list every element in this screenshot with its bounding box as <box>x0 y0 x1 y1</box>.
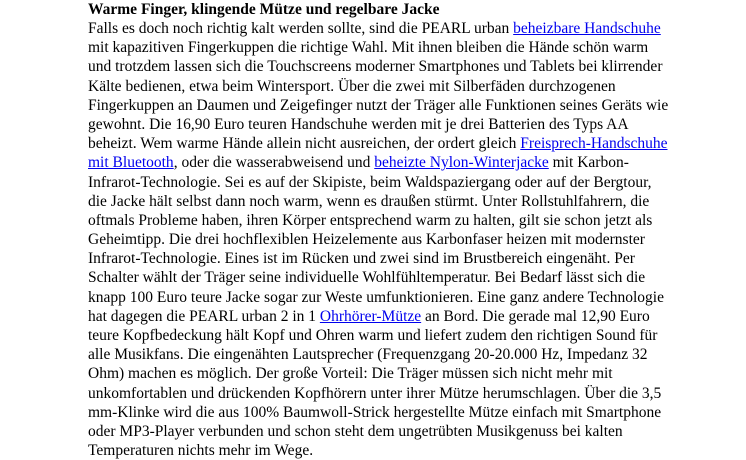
text-run: mm-Klinke wird die aus 100% Baumwoll-Strick hergestellte Mütze einfach mit Smartphone <box>88 403 662 421</box>
text-line <box>88 173 746 192</box>
article-link[interactable]: Freisprech-Handschuhe <box>520 135 668 153</box>
text-run: oder MP3-Player verbunden und schon steht dem ungetrübten Musikgenuss bei kalten <box>88 422 623 440</box>
text-line <box>88 192 746 211</box>
article-body <box>88 19 746 460</box>
article-link[interactable]: mit Bluetooth <box>88 154 174 172</box>
text-line <box>88 96 746 115</box>
text-run: an Bord. Die gerade mal 12,90 Euro <box>421 307 650 325</box>
text-run: Fingerkuppen an Daumen und Zeigefinger nutzt der Träger alle Funktionen seines Geräts wie <box>88 96 669 114</box>
article-link[interactable]: beheizte Nylon-Winterjacke <box>374 154 549 172</box>
text-line <box>88 211 746 230</box>
text-line <box>88 441 746 460</box>
text-line <box>88 115 746 134</box>
text-line <box>88 403 746 422</box>
text-run: , oder die wasserabweisend und <box>173 154 375 172</box>
text-run: Temperaturen nichts mehr im Wege. <box>88 442 314 460</box>
text-run: Infrarot-Technologie. Eines ist im Rücken und zwei sind im Brustbereich eingenäht. Per <box>88 250 635 268</box>
text-run: oftmals Probleme haben, ihren Körper entsprechend warm zu halten, gilt sie schon jetzt als <box>88 211 653 229</box>
text-line <box>88 134 746 153</box>
text-run: beheizt. Wem warme Hände allein nicht ausreichen, der ordert gleich <box>88 135 521 153</box>
text-line <box>88 77 746 96</box>
text-run: Schalter wählt der Träger seine individuelle Wohlfühltemperatur. Bei Bedarf lässt sich die <box>88 269 646 287</box>
text-run: Kälte bedienen, etwa beim Wintersport. Über die zwei mit Silberfäden durchzogenen <box>88 77 616 95</box>
text-line <box>88 57 746 76</box>
text-run: teure Kopfbedeckung hält Kopf und Ohren warm und liefert zudem den richtigen Sound für <box>88 327 658 344</box>
text-run: mit Karbon- <box>548 154 629 172</box>
text-run: mit kapazitiven Fingerkuppen die richtige Wahl. Mit ihnen bleiben die Hände schön warm <box>88 39 649 57</box>
article-link[interactable]: Ohrhörer-Mütze <box>319 307 422 325</box>
text-line <box>88 307 746 326</box>
text-run: knapp 100 Euro teure Jacke sogar zur Weste umfunktionieren. Eine ganz andere Technologie <box>88 288 664 306</box>
text-line <box>88 249 746 268</box>
text-line <box>88 288 746 307</box>
text-run: Ohm) machen es möglich. Der große Vorteil: Die Träger müssen sich nicht mehr mit <box>88 365 613 383</box>
text-line <box>88 230 746 249</box>
text-line <box>88 19 746 38</box>
text-line <box>88 345 746 364</box>
article-link[interactable]: beheizbare Handschuhe <box>513 20 661 37</box>
text-run: die Jacke hält selbst dann noch warm, wenn es draußen stürmt. Unter Rollstuhlfahrern, die <box>88 192 650 210</box>
text-line <box>88 153 746 172</box>
text-line <box>88 38 746 57</box>
text-run: unkomfortablen und drückenden Kopfhörern unter ihrer Mütze herumschlagen. Über die 3,5 <box>88 384 662 402</box>
text-line <box>88 384 746 403</box>
text-line <box>88 422 746 441</box>
text-run: Falls es doch noch richtig kalt werden sollte, sind die PEARL urban <box>88 20 514 37</box>
text-run: hat dagegen die PEARL urban 2 in 1 <box>88 307 320 325</box>
text-run: gewohnt. Die 16,90 Euro teuren Handschuhe werden mit je drei Batterien des Typs AA <box>88 115 629 133</box>
text-line <box>88 326 746 345</box>
text-line <box>88 364 746 383</box>
text-run: alle Musikfans. Die eingenähten Lautsprecher (Frequenzgang 20-20.000 Hz, Impedanz 32 <box>88 346 648 364</box>
text-run: Geheimtipp. Die drei hochflexiblen Heizelemente aus Karbonfaser heizen mit modernster <box>88 231 645 249</box>
text-line <box>88 268 746 287</box>
text-run: und trotzdem lassen sich die Touchscreens moderner Smartphones und Tablets bei klirrender <box>88 58 663 76</box>
article-title: Warme Finger, klingende Mütze und regelbare Jacke <box>88 1 440 18</box>
text-run: Infrarot-Technologie. Sei es auf der Skipiste, beim Waldspaziergang oder auf der Bergtour, <box>88 173 652 191</box>
